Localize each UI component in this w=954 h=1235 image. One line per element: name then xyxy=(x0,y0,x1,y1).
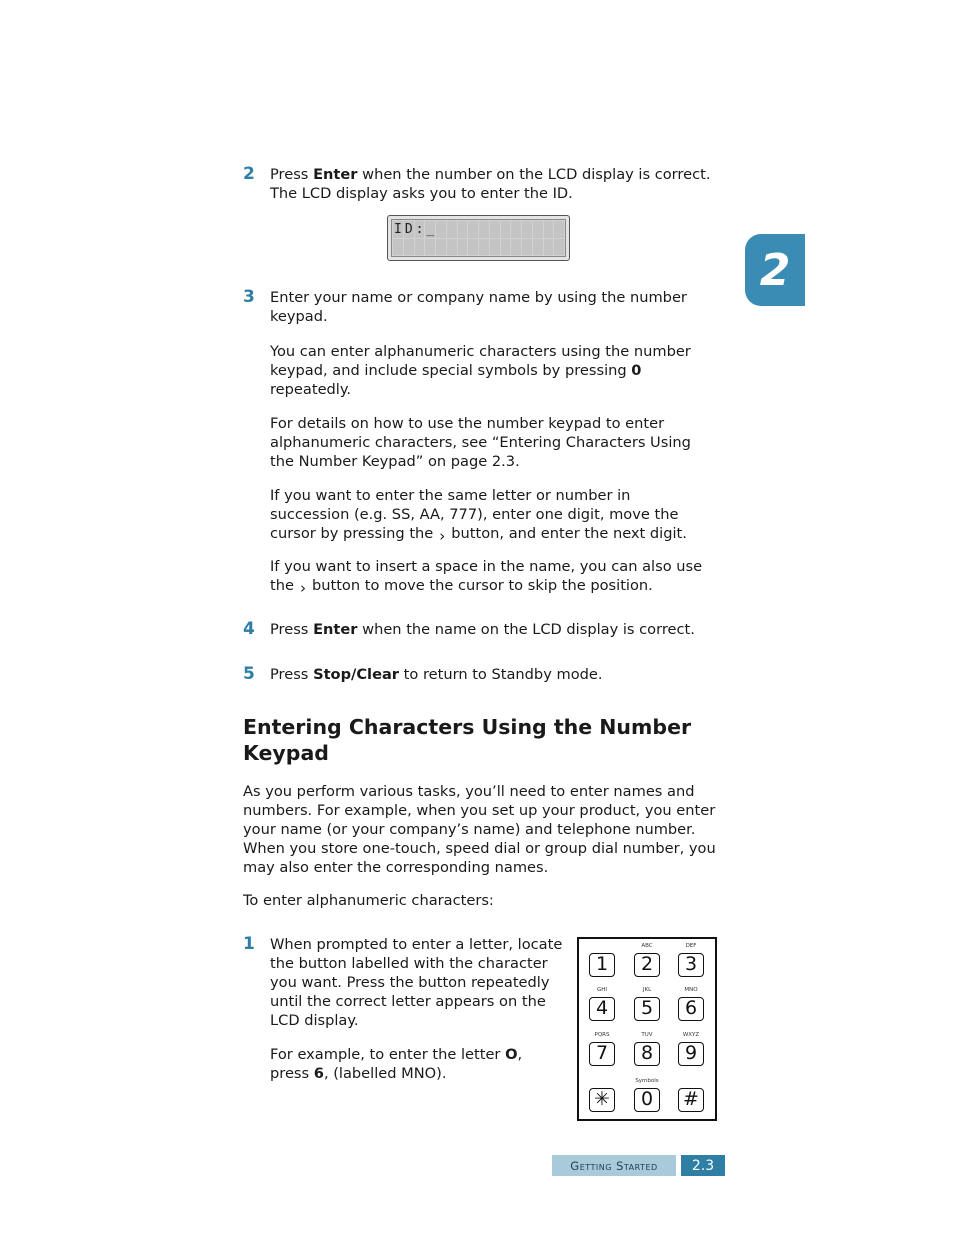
chevron-right-icon: › xyxy=(439,527,446,545)
text-run: When prompted to enter a letter, locate xyxy=(270,936,563,953)
lcd-cell xyxy=(501,221,511,238)
text-run: Press xyxy=(270,621,314,638)
lcd-cell xyxy=(522,239,532,256)
lcd-display xyxy=(387,215,570,261)
heading-line: Keypad xyxy=(243,741,329,765)
paragraph xyxy=(270,414,691,471)
lcd-cell xyxy=(393,239,403,256)
keypad-key-label: TUV xyxy=(641,1032,653,1038)
text-run: may also enter the corresponding names. xyxy=(243,859,549,876)
text-run: the xyxy=(270,577,294,594)
chapter-number: 2 xyxy=(759,244,791,296)
text-run: As you perform various tasks, you’ll need to enter names and xyxy=(243,783,695,800)
keypad-key: 9 xyxy=(678,1042,704,1066)
lcd-cell xyxy=(415,239,425,256)
keypad-key: # xyxy=(678,1088,704,1112)
page-number: 2.3 xyxy=(681,1155,725,1176)
bold-term: Enter xyxy=(313,166,358,183)
step-2-text xyxy=(270,165,710,203)
lcd-text: ID:_ xyxy=(394,222,438,237)
step-5-text xyxy=(270,665,603,684)
keypad-key-label: JKL xyxy=(642,987,652,993)
bold-term: Stop/Clear xyxy=(313,666,400,683)
paragraph xyxy=(270,486,687,543)
text-run: until the correct letter appears on the xyxy=(270,993,546,1010)
lcd-cell xyxy=(544,239,554,256)
paragraph xyxy=(270,557,702,595)
lcd-cell xyxy=(447,221,457,238)
lcd-cell xyxy=(458,221,468,238)
text-run: the button labelled with the character xyxy=(270,955,548,972)
keypad-key: 8 xyxy=(634,1042,660,1066)
lcd-cell xyxy=(436,221,446,238)
text-run: numbers. For example, when you set up your product, you enter xyxy=(243,802,716,819)
keypad-key: 7 xyxy=(589,1042,615,1066)
section-heading xyxy=(243,714,723,766)
text-run: repeatedly. xyxy=(270,381,352,398)
text-run: cursor by pressing the xyxy=(270,525,434,542)
keypad-key: 5 xyxy=(634,997,660,1021)
lcd-cell xyxy=(554,221,564,238)
lcd-cell xyxy=(554,239,564,256)
step-1-text xyxy=(270,935,562,1030)
lcd-cell xyxy=(425,239,435,256)
chapter-tab xyxy=(745,234,805,306)
text-run: If you want to enter the same letter or number in xyxy=(270,487,631,504)
lcd-cell xyxy=(490,221,500,238)
text-run: to return to Standby mode. xyxy=(399,666,603,683)
footer-section-label: Getting Started xyxy=(552,1155,676,1176)
text-run: You can enter alphanumeric characters using the number xyxy=(270,343,691,360)
lcd-cell xyxy=(436,239,446,256)
lcd-cell xyxy=(501,239,511,256)
step-number: 3 xyxy=(243,287,255,307)
lcd-cell xyxy=(522,221,532,238)
lcd-cell xyxy=(479,239,489,256)
lcd-cell xyxy=(447,239,457,256)
heading-line: Entering Characters Using the Number xyxy=(243,715,692,739)
chevron-right-icon: › xyxy=(299,579,306,597)
text-run: succession (e.g. SS, AA, 777), enter one digit, move the xyxy=(270,506,679,523)
keypad-key: 1 xyxy=(589,953,615,977)
intro-paragraph xyxy=(243,782,716,877)
keypad-key-label: MNO xyxy=(684,987,698,993)
lcd-cell xyxy=(511,239,521,256)
keypad-key: 6 xyxy=(678,997,704,1021)
text-run: , (labelled MNO). xyxy=(323,1065,447,1082)
bold-term: 6 xyxy=(313,1065,324,1082)
lcd-cell xyxy=(404,239,414,256)
bold-term: 0 xyxy=(631,362,642,379)
keypad-key-label: PQRS xyxy=(594,1032,610,1038)
keypad-illustration xyxy=(577,937,717,1121)
step-number: 5 xyxy=(243,664,255,684)
text-run: you want. Press the button repeatedly xyxy=(270,974,550,991)
text-run: For example, to enter the letter xyxy=(270,1046,506,1063)
text-run: The LCD display asks you to enter the ID. xyxy=(270,185,573,202)
text-run: When you store one-touch, speed dial or group dial number, you xyxy=(243,840,716,857)
paragraph xyxy=(270,342,691,399)
keypad-key: ✳ xyxy=(589,1088,615,1112)
text-run: when the number on the LCD display is correct. xyxy=(357,166,711,183)
text-run: button to move the cursor to skip the position. xyxy=(311,577,653,594)
text-run: Press xyxy=(270,166,314,183)
text-run: , xyxy=(517,1046,523,1063)
text-run: LCD display. xyxy=(270,1012,359,1029)
bold-term: O xyxy=(505,1046,518,1063)
text-run: keypad, and include special symbols by pressing xyxy=(270,362,632,379)
lcd-cell xyxy=(479,221,489,238)
step-3-text xyxy=(270,288,687,326)
lcd-cell xyxy=(458,239,468,256)
example-text xyxy=(270,1045,522,1083)
text-run: the Number Keypad” on page 2.3. xyxy=(270,453,520,470)
to-enter-text: To enter alphanumeric characters: xyxy=(243,892,494,909)
keypad-key-label: GHI xyxy=(596,987,608,993)
keypad-key-label: WXYZ xyxy=(682,1032,700,1038)
lcd-cell xyxy=(490,239,500,256)
lcd-cell xyxy=(533,239,543,256)
lcd-cell xyxy=(511,221,521,238)
text-run: alphanumeric characters, see “Entering Characters Using xyxy=(270,434,691,451)
bold-term: Enter xyxy=(313,621,358,638)
text-run: For details on how to use the number keypad to enter xyxy=(270,415,665,432)
lcd-cell xyxy=(468,221,478,238)
step-4-text xyxy=(270,620,695,639)
keypad-key: 3 xyxy=(678,953,704,977)
keypad-key-label: DEF xyxy=(685,943,697,949)
text-run: button, and enter the next digit. xyxy=(451,525,687,542)
keypad-key: 4 xyxy=(589,997,615,1021)
text-run: your name (or your company’s name) and telephone number. xyxy=(243,821,696,838)
step-number: 2 xyxy=(243,164,255,184)
lcd-cell xyxy=(544,221,554,238)
text-run: Enter your name or company name by using the number xyxy=(270,289,687,306)
lcd-cell xyxy=(533,221,543,238)
step-number: 4 xyxy=(243,619,255,639)
keypad-key-label: ABC xyxy=(641,943,653,949)
lcd-cell xyxy=(468,239,478,256)
keypad-key-label: Symbols xyxy=(635,1078,659,1084)
step-number: 1 xyxy=(243,934,255,954)
text-run: Press xyxy=(270,666,314,683)
text-run: keypad. xyxy=(270,308,328,325)
text-run: press xyxy=(270,1065,314,1082)
keypad-key: 2 xyxy=(634,953,660,977)
keypad-key: 0 xyxy=(634,1088,660,1112)
text-run: If you want to insert a space in the name, you can also use xyxy=(270,558,703,575)
text-run: when the name on the LCD display is correct. xyxy=(357,621,695,638)
